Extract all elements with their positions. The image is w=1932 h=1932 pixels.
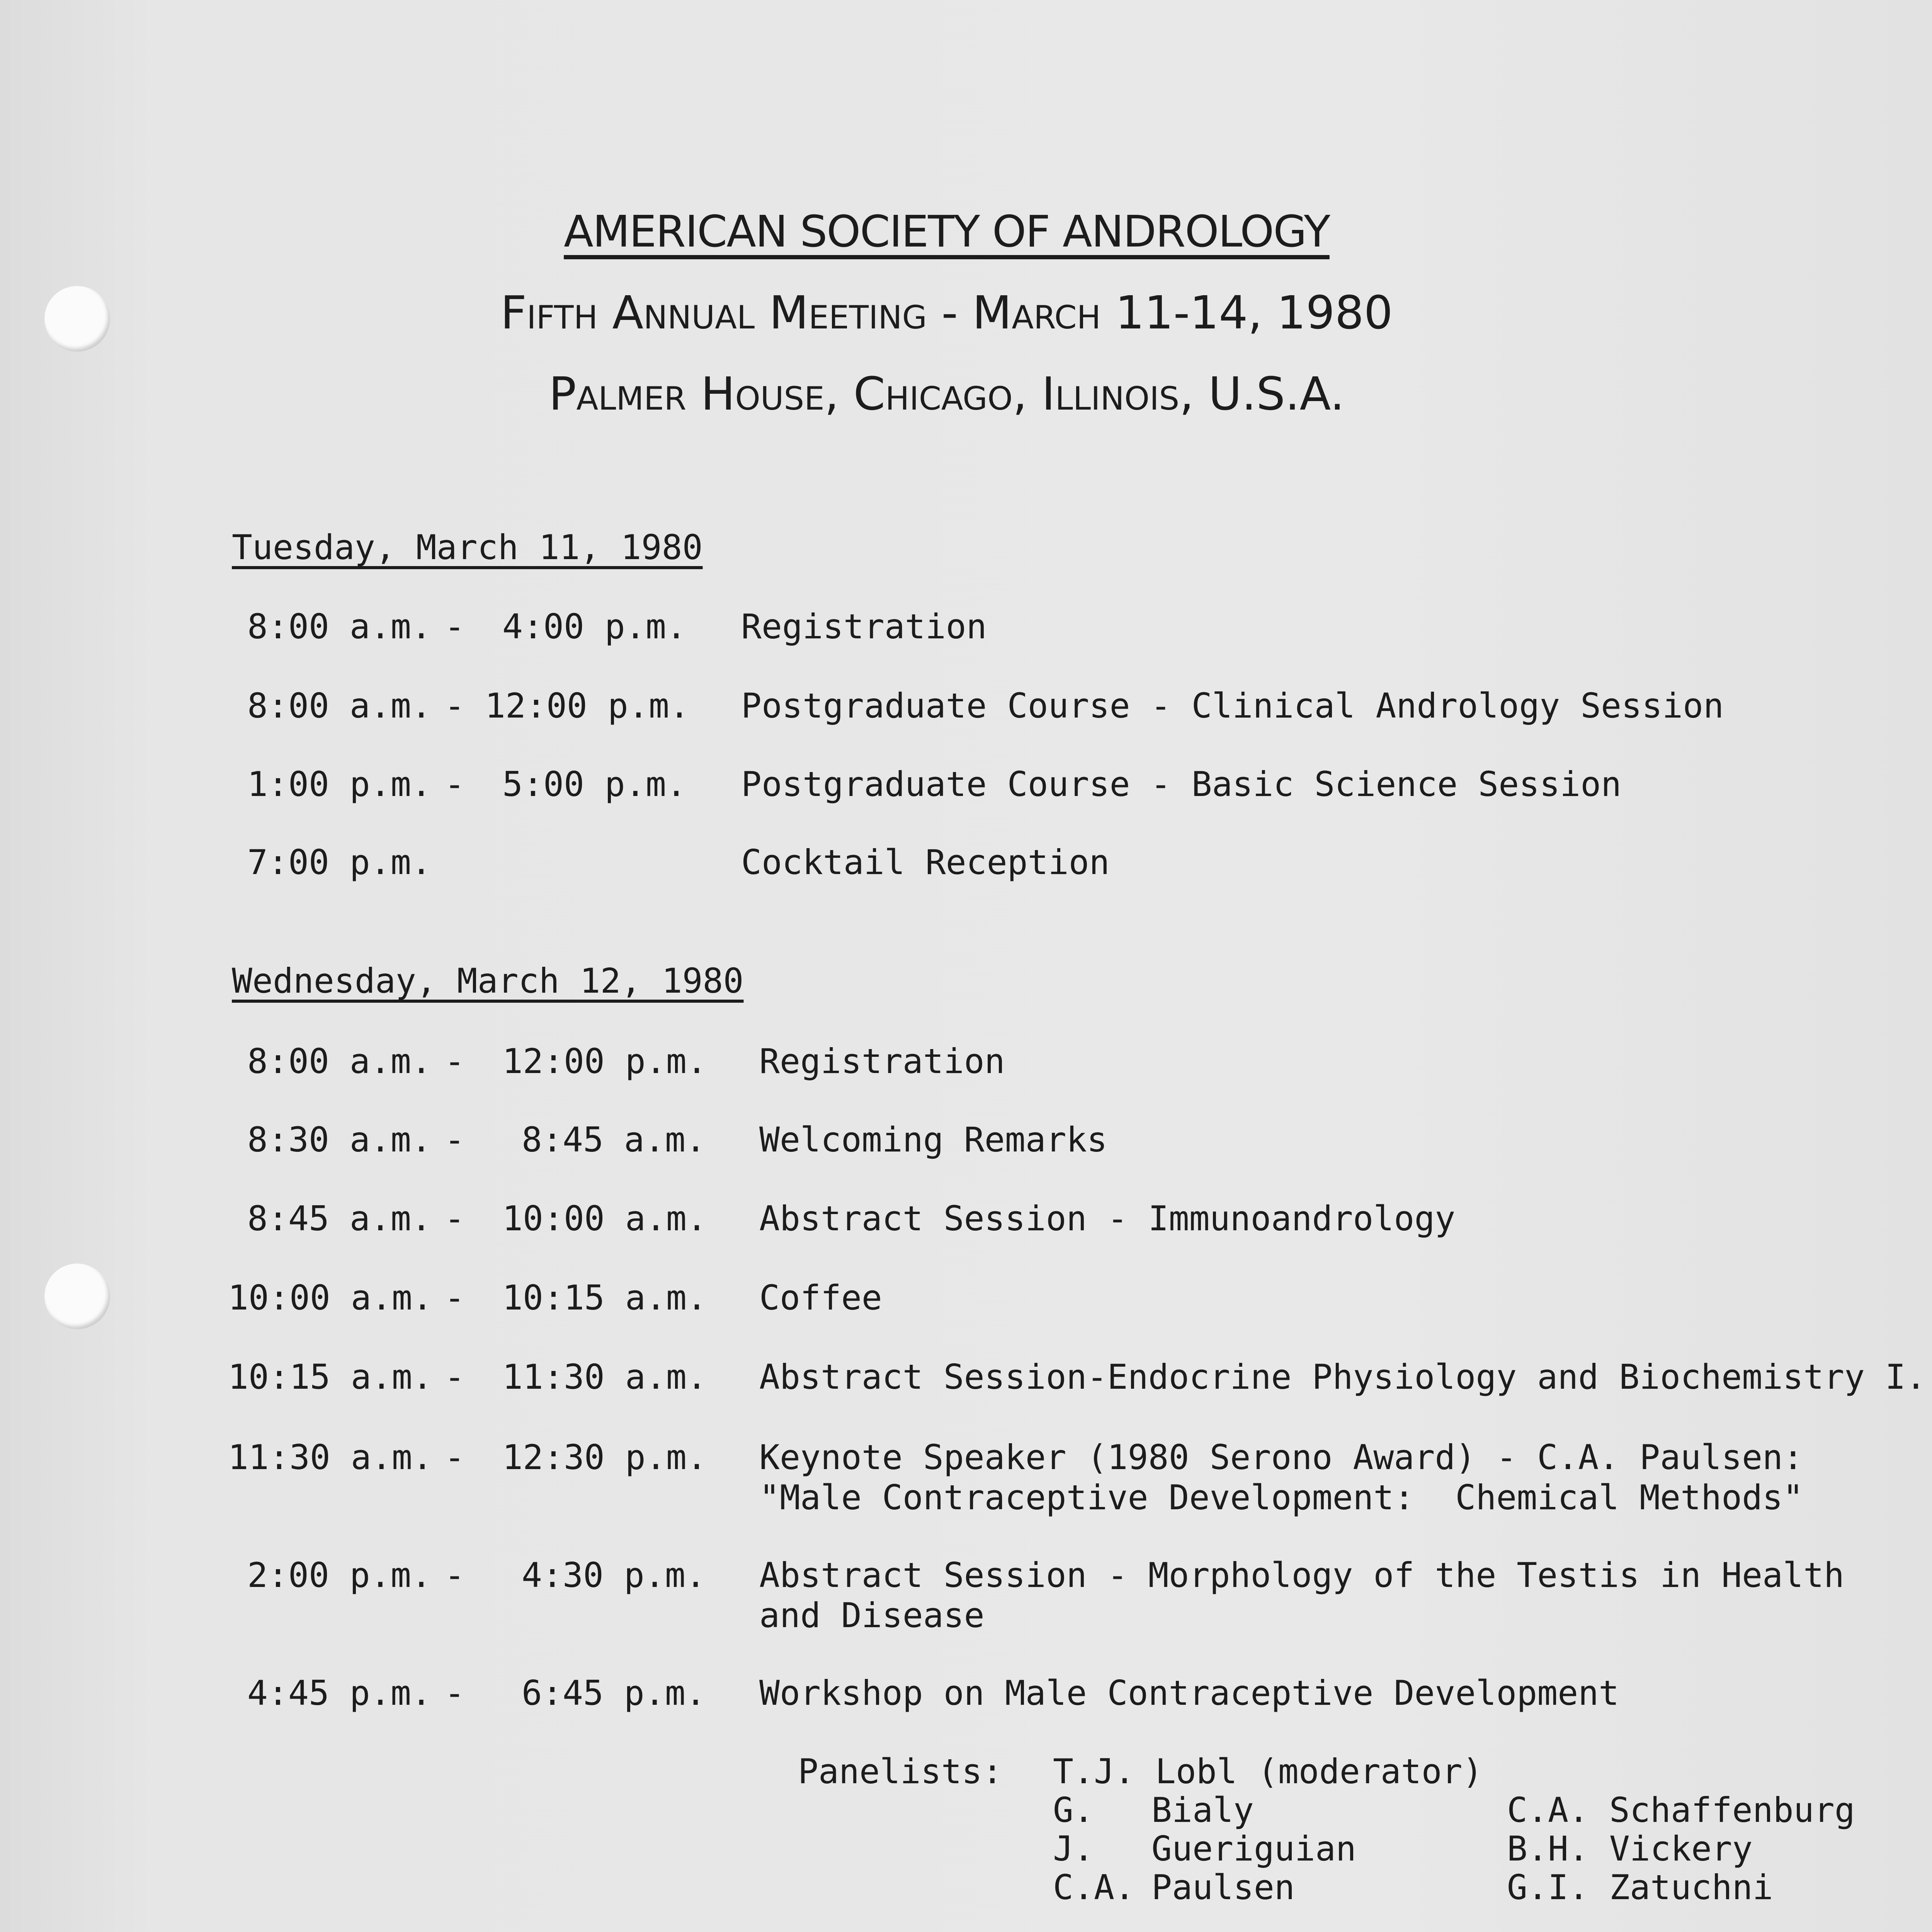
time-separator: - — [444, 1120, 465, 1160]
panelists-label: Panelists: — [798, 1752, 1003, 1791]
event-description-line-2: and Disease — [759, 1595, 985, 1635]
start-time: 7:00 p.m. — [247, 842, 432, 882]
time-separator: - — [444, 607, 465, 646]
time-separator: - — [444, 1673, 465, 1713]
start-time: 10:00 a.m. — [228, 1278, 433, 1318]
time-separator: - — [444, 1278, 465, 1318]
time-separator: - — [444, 1199, 465, 1238]
end-time: 6:45 p.m. — [522, 1673, 706, 1713]
event-description: Welcoming Remarks — [759, 1120, 1107, 1160]
event-description: Postgraduate Course - Clinical Andrology Session — [741, 686, 1724, 726]
punch-hole — [44, 1264, 110, 1329]
time-separator: - — [444, 1555, 465, 1595]
start-time: 1:00 p.m. — [247, 764, 432, 804]
end-time: 10:15 a.m. — [502, 1278, 707, 1318]
panelist-name: Paulsen — [1151, 1867, 1295, 1907]
end-time: 4:30 p.m. — [522, 1555, 706, 1595]
end-time: 12:30 p.m. — [502, 1437, 707, 1477]
start-time: 4:45 p.m. — [247, 1673, 432, 1713]
end-time: 10:00 a.m. — [502, 1199, 707, 1238]
panelist-initials: G. — [1053, 1790, 1094, 1830]
end-time: 4:00 p.m. — [502, 607, 687, 646]
start-time: 8:45 a.m. — [247, 1199, 432, 1238]
event-description: Coffee — [759, 1278, 882, 1318]
start-time: 8:00 a.m. — [247, 607, 432, 646]
end-time: 12:00 p.m. — [485, 686, 690, 726]
meeting-subtitle: Fifth Annual Meeting - March 11-14, 1980 — [500, 286, 1393, 339]
time-separator: - — [444, 1041, 465, 1081]
panelist-name: Gueriguian — [1151, 1829, 1356, 1869]
panelist-name: Bialy — [1151, 1790, 1254, 1830]
document-title: AMERICAN SOCIETY OF ANDROLOGY — [564, 207, 1330, 257]
panelist-moderator: T.J. Lobl (moderator) — [1053, 1752, 1483, 1791]
time-separator: - — [444, 686, 465, 726]
start-time: 8:30 a.m. — [247, 1120, 432, 1160]
event-description: Postgraduate Course - Basic Science Session — [741, 764, 1622, 804]
panelist-initials: J. — [1053, 1829, 1094, 1869]
event-description-line-2: "Male Contraceptive Development: Chemical Methods" — [759, 1478, 1804, 1517]
panelist-name: C.A. Schaffenburg — [1507, 1790, 1855, 1830]
event-description: Registration — [759, 1041, 1005, 1081]
time-separator: - — [444, 1357, 465, 1397]
start-time: 10:15 a.m. — [228, 1357, 433, 1397]
event-description: Cocktail Reception — [741, 842, 1110, 882]
start-time: 8:00 a.m. — [247, 1041, 432, 1081]
end-time: 12:00 p.m. — [502, 1041, 707, 1081]
event-description: Abstract Session - Morphology of the Testis in Health — [759, 1555, 1844, 1595]
start-time: 8:00 a.m. — [247, 686, 432, 726]
day-heading-tuesday: Tuesday, March 11, 1980 — [232, 527, 703, 567]
start-time: 11:30 a.m. — [228, 1437, 433, 1477]
event-description: Workshop on Male Contraceptive Development — [759, 1673, 1619, 1713]
end-time: 5:00 p.m. — [502, 764, 687, 804]
panelist-name: B.H. Vickery — [1507, 1829, 1753, 1869]
start-time: 2:00 p.m. — [247, 1555, 432, 1595]
event-description: Registration — [741, 607, 987, 646]
end-time: 11:30 a.m. — [502, 1357, 707, 1397]
day-heading-wednesday: Wednesday, March 12, 1980 — [232, 961, 744, 1001]
panelist-name: G.I. Zatuchni — [1507, 1867, 1773, 1907]
meeting-venue: Palmer House, Chicago, Illinois, U.S.A. — [549, 367, 1345, 420]
time-separator: - — [444, 1437, 465, 1477]
end-time: 8:45 a.m. — [522, 1120, 706, 1160]
event-description: Keynote Speaker (1980 Serono Award) - C.A. Paulsen: — [759, 1437, 1804, 1477]
event-description: Abstract Session - Immunoandrology — [759, 1199, 1456, 1238]
time-separator: - — [444, 764, 465, 804]
event-description: Abstract Session-Endocrine Physiology and Biochemistry I. — [759, 1357, 1926, 1397]
panelist-initials: C.A. — [1053, 1867, 1135, 1907]
